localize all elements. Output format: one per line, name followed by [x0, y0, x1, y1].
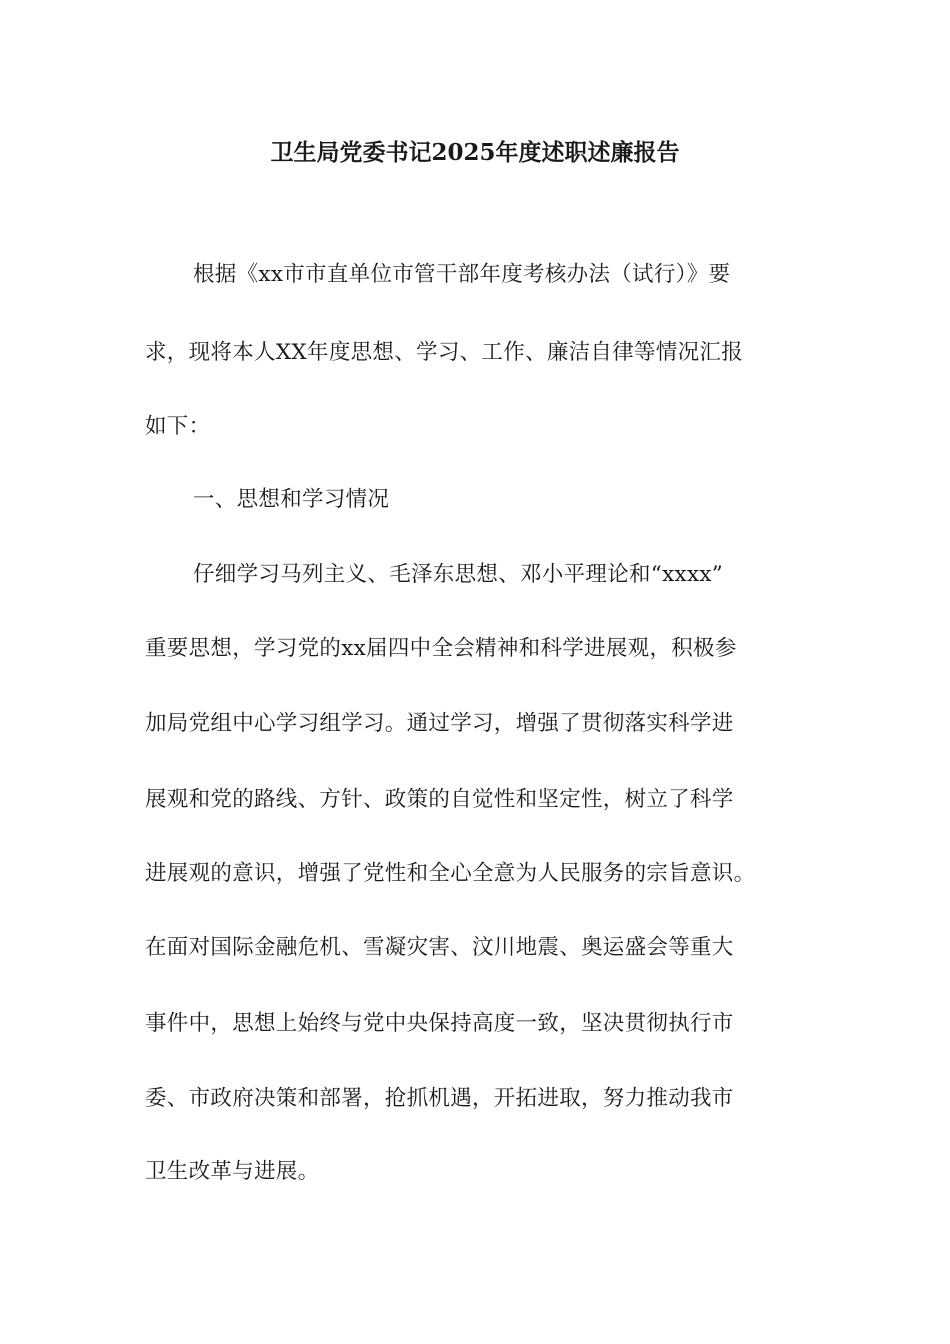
paragraph-line: 在面对国际金融危机、雪凝灾害、汶川地震、奥运盛会等重大 — [145, 935, 734, 960]
paragraph-line: 如下： — [145, 414, 211, 439]
paragraph-line: 进展观的意识，增强了党性和全心全意为人民服务的宗旨意识。 — [145, 861, 756, 886]
paragraph-line: 求，现将本人XX年度思想、学习、工作、廉洁自律等情况汇报 — [145, 340, 744, 365]
section-heading: 一、思想和学习情况 — [193, 487, 390, 512]
paragraph-line: 卫生改革与进展。 — [145, 1159, 320, 1184]
paragraph-line: 重要思想，学习党的xx届四中全会精神和科学进展观，积极参 — [145, 636, 737, 661]
paragraph-line: 委、市政府决策和部署，抢抓机遇，开拓进取，努力推动我市 — [145, 1086, 734, 1111]
paragraph-line: 加局党组中心学习组学习。通过学习，增强了贯彻落实科学进 — [145, 711, 734, 736]
document-title: 卫生局党委书记2025年度述职述廉报告 — [270, 139, 680, 166]
paragraph-line: 展观和党的路线、方针、政策的自觉性和坚定性，树立了科学 — [145, 787, 734, 812]
paragraph-line: 根据《xx市市直单位市管干部年度考核办法（试行）》要 — [193, 262, 731, 287]
paragraph-line: 仔细学习马列主义、毛泽东思想、邓小平理论和“xxxx” — [193, 562, 724, 587]
paragraph-line: 事件中，思想上始终与党中央保持高度一致，坚决贯彻执行市 — [145, 1011, 734, 1036]
